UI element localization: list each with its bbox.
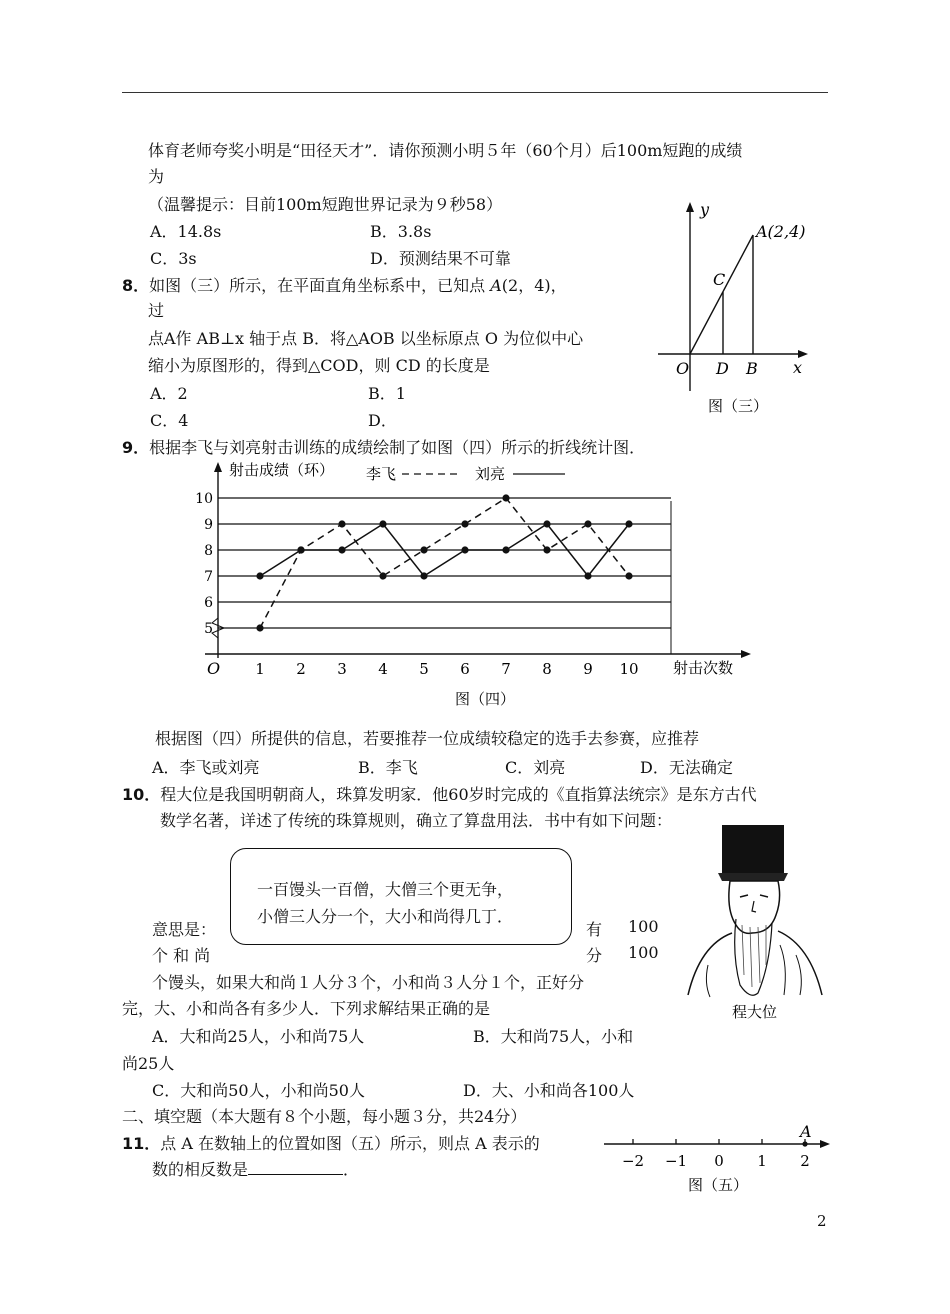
data-point-li-fei <box>625 572 632 579</box>
q9-option-d: D．无法确定 <box>640 758 733 777</box>
data-point-li-fei <box>256 624 263 631</box>
y-tick-label: 9 <box>204 517 213 533</box>
point-a-label: A(2,4) <box>756 222 806 241</box>
q7-option-a: A．14.8s <box>150 222 222 241</box>
q8-option-d: D． <box>368 411 397 430</box>
q7-line2: 为 <box>148 167 165 186</box>
point-d-label: D <box>716 359 729 378</box>
data-point-li-fei <box>461 520 468 527</box>
data-point-liu-liang <box>543 520 550 527</box>
x-tick-label: 2 <box>296 660 306 678</box>
data-point-liu-liang <box>461 546 468 553</box>
q10-option-b-cont: 尚25人 <box>122 1054 175 1073</box>
q8-number: 8． <box>122 276 150 295</box>
q8-option-a: A．2 <box>150 384 188 403</box>
data-point-li-fei <box>379 572 386 579</box>
chart-x-axis-arrow <box>741 650 751 658</box>
number-line-tick-label: 2 <box>800 1152 810 1170</box>
x-tick-label: 3 <box>337 660 347 678</box>
section-2-heading: 二、填空题（本大题有８个小题，每小题３分，共24分） <box>122 1107 527 1126</box>
q10-hundred-1: 100 <box>628 917 659 936</box>
chart-y-axis-label: 射击成绩（环） <box>229 461 335 479</box>
x-label: x <box>793 358 803 377</box>
poem-line1: 一百馒头一百僧，大僧三个更无争， <box>257 880 514 899</box>
data-point-liu-liang <box>338 546 345 553</box>
x-tick-label: 6 <box>460 660 470 678</box>
q7-option-d: D．预测结果不可靠 <box>370 249 511 268</box>
q10-fen: 分 <box>586 946 603 965</box>
legend-liu-liang-label: 刘亮 <box>475 465 506 483</box>
number-line-tick-label: −1 <box>664 1152 688 1170</box>
data-point-li-fei <box>543 546 550 553</box>
x-tick-label: 10 <box>619 660 639 678</box>
q8-line4: 缩小为原图形的，得到△COD，则 CD 的长度是 <box>148 356 490 375</box>
number-line-arrow <box>820 1140 830 1148</box>
q9-number: 9． <box>122 438 150 457</box>
data-point-liu-liang <box>584 572 591 579</box>
chart-series <box>256 494 632 631</box>
header-rule <box>122 92 828 93</box>
data-point-liu-liang <box>297 546 304 553</box>
x-axis-arrow <box>798 350 808 358</box>
segment-oa <box>690 235 753 354</box>
q8-option-b: B．1 <box>368 384 406 403</box>
q10-option-c: C．大和尚50人，小和尚50人 <box>152 1081 365 1100</box>
q10-heshang: 个 和 尚 <box>152 946 211 965</box>
number-line-tick-label: −2 <box>621 1152 645 1170</box>
origin-label: O <box>676 359 690 378</box>
q8-line3: 点A作 AB⊥x 轴于点 B．将△AOB 以坐标原点 O 为位似中心 <box>148 329 584 348</box>
q7-option-b: B．3.8s <box>370 222 432 241</box>
data-point-liu-liang <box>420 572 427 579</box>
q8-line2: 过 <box>148 301 165 320</box>
q8-option-c: C．4 <box>150 411 189 430</box>
point-a-dot <box>802 1141 807 1146</box>
x-tick-label: 8 <box>542 660 552 678</box>
number-line-tick-label: 1 <box>757 1152 767 1170</box>
q9-option-a: A．李飞或刘亮 <box>152 758 260 777</box>
chart-figure-4 <box>195 458 785 713</box>
figure-5-number-line <box>600 1122 835 1197</box>
q7-hint: （温馨提示：目前100m短跑世界记录为９秒58） <box>148 195 503 214</box>
q11-line1: 11．点 A 在数轴上的位置如图（五）所示，则点 A 表示的 <box>122 1134 540 1153</box>
chart-origin-label: O <box>207 659 221 678</box>
q9-option-c: C．刘亮 <box>505 758 566 777</box>
y-tick-label: 8 <box>204 543 213 559</box>
point-b-label: B <box>746 359 758 378</box>
data-point-li-fei <box>338 520 345 527</box>
q10-meaning: 意思是： <box>152 920 217 939</box>
q9-option-b: B．李飞 <box>358 758 418 777</box>
point-a-label: A <box>800 1122 812 1141</box>
number-line-tick-label: 0 <box>714 1152 724 1170</box>
q10-option-d: D．大、小和尚各100人 <box>463 1081 635 1100</box>
y-tick-label: 10 <box>195 491 213 507</box>
y-tick-label: 6 <box>204 595 213 611</box>
q8-line1: 8．如图（三）所示，在平面直角坐标系中，已知点 A(2，4)， <box>122 276 567 295</box>
q10-line6: 完，大、小和尚各有多少人．下列求解结果正确的是 <box>122 999 491 1018</box>
q10-hundred-2: 100 <box>628 943 659 962</box>
portrait-hat <box>722 825 784 873</box>
q10-line5: 个馒头，如果大和尚１人分３个，小和尚３人分１个，正好分 <box>152 973 585 992</box>
chart-y-axis-arrow <box>214 462 222 472</box>
q10-option-a: A．大和尚25人，小和尚75人 <box>152 1027 365 1046</box>
q10-option-b: B．大和尚75人，小和 <box>473 1027 634 1046</box>
data-point-liu-liang <box>256 572 263 579</box>
point-c-label: C <box>713 270 726 289</box>
q11-number: 11． <box>122 1134 161 1153</box>
data-point-liu-liang <box>379 520 386 527</box>
q11-answer-blank[interactable] <box>248 1160 343 1175</box>
portrait-robe <box>688 931 822 995</box>
q10-line1: 10．程大位是我国明朝商人，珠算发明家．他60岁时完成的《直指算法统宗》是东方古代 <box>122 785 757 804</box>
q7-option-c: C．3s <box>150 249 197 268</box>
data-point-li-fei <box>420 546 427 553</box>
chart-caption: 图（四） <box>455 690 516 708</box>
data-point-liu-liang <box>625 520 632 527</box>
data-point-li-fei <box>584 520 591 527</box>
figure-5-caption: 图（五） <box>688 1176 749 1194</box>
y-label: y <box>700 200 710 219</box>
data-point-li-fei <box>502 494 509 501</box>
x-tick-label: 7 <box>501 660 511 678</box>
q10-you: 有 <box>586 920 603 939</box>
x-tick-label: 4 <box>378 660 388 678</box>
chart-tick-labels <box>195 491 638 678</box>
q10-line2: 数学名著，详述了传统的珠算规则，确立了算盘用法．书中有如下问题： <box>160 811 673 830</box>
x-tick-label: 5 <box>419 660 429 678</box>
legend-li-fei-label: 李飞 <box>366 465 397 483</box>
poem-line2: 小僧三人分一个，大小和尚得几丁． <box>257 907 514 926</box>
q7-line1: 体育老师夸奖小明是“田径天才”．请你预测小明５年（60个月）后100m短跑的成绩 <box>148 141 743 160</box>
y-axis-arrow <box>686 202 694 212</box>
chart-x-axis-label: 射击次数 <box>673 659 734 677</box>
y-tick-label: 5 <box>204 621 213 637</box>
figure-3-caption: 图（三） <box>708 397 769 415</box>
q10-number: 10． <box>122 785 161 804</box>
x-tick-label: 1 <box>255 660 265 678</box>
portrait-caption: 程大位 <box>732 1003 778 1021</box>
portrait-cheng-dawei <box>680 815 830 1025</box>
data-point-liu-liang <box>502 546 509 553</box>
y-tick-label: 7 <box>204 569 213 585</box>
q11-line2: 数的相反数是 ． <box>152 1160 360 1179</box>
figure-3-coordinate-plane <box>650 195 820 420</box>
q9-line: 9．根据李飞与刘亮射击训练的成绩绘制了如图（四）所示的折线统计图． <box>122 438 646 457</box>
page-number: 2 <box>817 1212 827 1230</box>
q9-question: 根据图（四）所提供的信息，若要推荐一位成绩较稳定的选手去参赛，应推荐 <box>155 729 700 748</box>
x-tick-label: 9 <box>583 660 593 678</box>
